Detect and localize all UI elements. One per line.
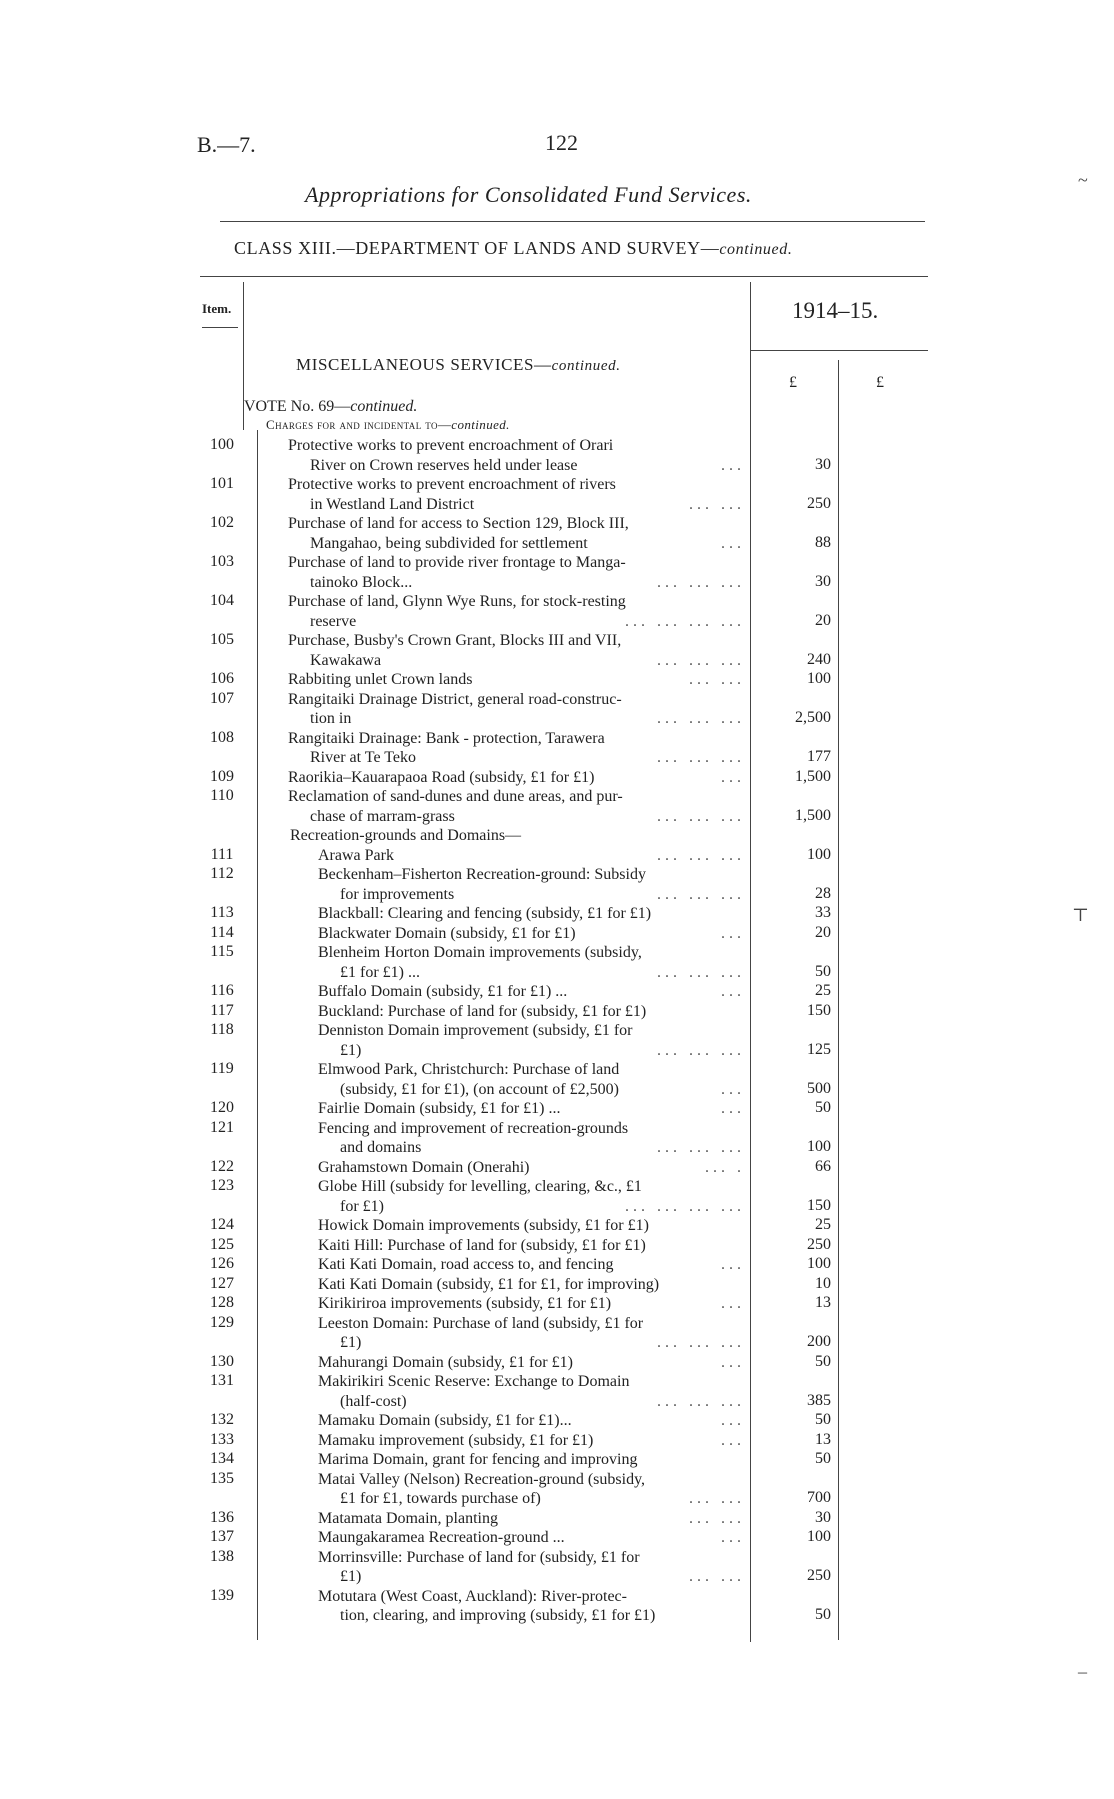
column-header-year: 1914–15. — [792, 298, 879, 323]
item-description-line: Arawa Park — [318, 846, 394, 864]
item-amount: 500 — [807, 1079, 831, 1097]
leader-dots: ... ... ... — [657, 1041, 745, 1059]
item-description-line: Kati Kati Domain, road access to, and fencing — [318, 1256, 614, 1273]
item-description-line: Mamaku improvement (subsidy, £1 for £1) — [318, 1431, 594, 1449]
item-number: 110 — [210, 787, 234, 804]
item-description-line: in Westland Land District — [310, 495, 475, 513]
class-title-text: CLASS XIII.—DEPARTMENT OF LANDS AND SURVEY— — [234, 238, 720, 258]
leader-dots: ... — [721, 1431, 745, 1449]
item-amount: 50 — [815, 962, 831, 980]
item-description-line: Kati Kati Domain (subsidy, £1 for £1, for improving) — [318, 1275, 660, 1293]
item-description-line: Motutara (West Coast, Auckland): River-protec- — [318, 1587, 627, 1605]
item-number: 131 — [210, 1372, 234, 1389]
item-description-line: Marima Domain, grant for fencing and improving — [318, 1451, 638, 1468]
leader-dots: ... ... ... — [657, 963, 745, 981]
item-description-line: tion, clearing, and improving (subsidy, £1 for £1) — [340, 1607, 656, 1624]
item-amount: 88 — [815, 533, 831, 551]
item-description-line: Elmwood Park, Christchurch: Purchase of land — [318, 1061, 620, 1078]
item-amount: 30 — [815, 1508, 831, 1526]
item-number: 126 — [210, 1255, 234, 1272]
leader-dots: ... ... ... ... — [625, 612, 745, 630]
item-number: 103 — [210, 553, 234, 570]
item-amount: 100 — [807, 845, 831, 863]
leader-dots: ... ... ... — [657, 807, 745, 825]
item-number: 125 — [210, 1235, 234, 1253]
item-number: 100 — [210, 436, 234, 453]
item-amount: 28 — [815, 884, 831, 902]
item-amount: 240 — [807, 650, 831, 668]
pound-sign-1: £ — [789, 374, 797, 391]
item-description-line: Matamata Domain, planting — [318, 1509, 498, 1527]
year-underline — [750, 350, 928, 351]
item-number: 109 — [210, 767, 234, 785]
leader-dots: ... — [721, 534, 745, 552]
item-number: 115 — [210, 943, 234, 960]
item-description-line: £1) — [340, 1334, 362, 1351]
item-number: 136 — [210, 1508, 234, 1526]
page-title: Appropriations for Consolidated Fund Services. — [305, 182, 752, 207]
item-number: 129 — [210, 1313, 234, 1331]
item-description-line: tainoko Block... — [310, 573, 413, 591]
column-header-item: Item. — [202, 301, 232, 316]
leader-dots: ... — [721, 983, 745, 1000]
leader-dots: ... — [721, 1529, 745, 1546]
item-number: 116 — [210, 982, 234, 999]
item-amount: 50 — [815, 1450, 831, 1467]
item-description-line: Purchase, Busby's Crown Grant, Blocks III and VII, — [288, 632, 622, 649]
item-number: 114 — [210, 923, 234, 941]
leader-dots: ... — [721, 768, 745, 786]
scan-mark: _ — [1078, 1655, 1087, 1675]
leader-dots: ... — [721, 1295, 745, 1312]
item-description-line: Matai Valley (Nelson) Recreation-ground (subsidy, — [318, 1470, 646, 1488]
item-amount: 20 — [815, 923, 831, 941]
item-number: 105 — [210, 631, 234, 648]
item-description-line: Kirikiriroa improvements (subsidy, £1 for £1) — [318, 1295, 612, 1312]
class-title — [234, 238, 792, 259]
item-amount: 100 — [807, 1138, 831, 1155]
item-amount: 700 — [807, 1489, 831, 1506]
leader-dots: ... — [721, 456, 745, 474]
document-code: B.—7. — [197, 132, 256, 157]
item-amount: 200 — [807, 1333, 831, 1350]
item-number: 112 — [210, 865, 234, 882]
item-description-line: Protective works to prevent encroachment of Orari — [288, 437, 614, 454]
item-description-line: Mangahao, being subdivided for settlement — [310, 534, 588, 552]
item-number: 120 — [210, 1099, 234, 1116]
section-continued: continued. — [551, 358, 621, 374]
item-number: 102 — [210, 514, 234, 531]
item-description-line: Grahamstown Domain (Onerahi) — [318, 1158, 530, 1176]
item-amount: 50 — [815, 1606, 831, 1623]
item-amount: 100 — [807, 670, 831, 687]
item-description-line: Rangitaiki Drainage: Bank - protection, Tarawera — [288, 729, 605, 747]
leader-dots: ... . — [705, 1158, 745, 1176]
item-number: 130 — [210, 1352, 234, 1370]
item-amount: 150 — [807, 1196, 831, 1214]
item-description-line: £1) — [340, 1568, 362, 1585]
item-number: 128 — [210, 1294, 234, 1311]
item-amount: 20 — [815, 611, 831, 629]
item-description-line: River at Te Teko — [310, 749, 417, 766]
leader-dots: ... ... ... — [657, 1334, 745, 1351]
leader-dots: ... ... — [689, 495, 745, 513]
item-description-line: for improvements — [340, 885, 455, 903]
column-divider-desc — [257, 430, 258, 1640]
item-description-line: £1 for £1) ... — [340, 963, 420, 981]
item-amount: 33 — [815, 904, 831, 921]
column-divider-amount — [750, 282, 751, 1642]
item-description-line: tion in — [310, 710, 352, 727]
section-heading — [296, 355, 621, 375]
item-description-line: Purchase of land for access to Section 129, Block III, — [288, 515, 629, 532]
item-amount: 66 — [815, 1157, 831, 1175]
item-amount: 50 — [815, 1099, 831, 1116]
item-amount: 30 — [815, 572, 831, 590]
item-amount: 250 — [807, 1567, 831, 1584]
leader-dots: ... ... — [689, 1509, 745, 1527]
vote-heading — [244, 398, 417, 416]
vote-continued: continued. — [350, 398, 418, 415]
item-description-line: Purchase of land to provide river frontage to Manga- — [288, 554, 626, 571]
leader-dots: ... ... — [689, 671, 745, 688]
item-description-line: Howick Domain improvements (subsidy, £1 for £1) — [318, 1217, 649, 1234]
item-description-line: Fencing and improvement of recreation-grounds — [318, 1119, 629, 1137]
item-description-line: Purchase of land, Glynn Wye Runs, for stock-resting — [288, 593, 626, 610]
item-number: 122 — [210, 1157, 234, 1175]
class-continued: continued. — [719, 241, 793, 258]
leader-dots: ... — [721, 1080, 745, 1098]
item-description-line: Buffalo Domain (subsidy, £1 for £1) ... — [318, 983, 568, 1000]
item-amount: 50 — [815, 1411, 831, 1428]
item-description-line: Makirikiri Scenic Reserve: Exchange to Domain — [318, 1373, 630, 1390]
item-description-line: Rangitaiki Drainage District, general road-construc- — [288, 690, 622, 708]
item-amount: 1,500 — [795, 767, 831, 785]
item-amount: 50 — [815, 1352, 831, 1370]
item-amount: 385 — [807, 1391, 831, 1409]
leader-dots: ... ... ... — [657, 846, 745, 864]
item-amount: 10 — [815, 1274, 831, 1292]
item-number: 134 — [210, 1450, 234, 1467]
item-description-line: Raorikia–Kauarapaoa Road (subsidy, £1 for £1) — [288, 768, 595, 786]
leader-dots: ... ... — [689, 1490, 745, 1507]
item-amount: 100 — [807, 1528, 831, 1545]
page-number: 122 — [545, 130, 578, 155]
leader-dots: ... — [721, 1100, 745, 1117]
leader-dots: ... ... ... — [657, 749, 745, 766]
item-description-line: Blackball: Clearing and fencing (subsidy, £1 for £1) — [318, 905, 652, 922]
item-amount: 150 — [807, 1001, 831, 1019]
column-divider-right — [838, 360, 839, 1640]
item-description-line: Mahurangi Domain (subsidy, £1 for £1) — [318, 1353, 573, 1371]
subsection-label: Charges for and incidental to— — [266, 417, 452, 432]
item-amount: 13 — [815, 1430, 831, 1448]
item-amount: 1,500 — [795, 806, 831, 824]
item-description-line: Kawakawa — [310, 651, 382, 669]
item-amount: 250 — [807, 1235, 831, 1253]
leader-dots: ... ... ... — [657, 710, 745, 727]
item-number: 119 — [210, 1060, 234, 1077]
item-number: 117 — [210, 1001, 234, 1019]
item-number: 135 — [210, 1469, 234, 1487]
item-number: 127 — [210, 1274, 234, 1292]
item-description-line: reserve — [310, 612, 357, 630]
item-amount: 2,500 — [795, 709, 831, 726]
item-amount: 30 — [815, 455, 831, 473]
vote-label: VOTE No. 69— — [244, 398, 351, 415]
item-amount: 125 — [807, 1040, 831, 1058]
scan-mark: ⊤ — [1072, 905, 1089, 925]
table-top-rule — [200, 276, 928, 277]
item-amount: 250 — [807, 494, 831, 512]
item-description-line: Reclamation of sand-dunes and dune areas, and pur- — [288, 788, 623, 805]
item-amount: 25 — [815, 982, 831, 999]
leader-dots: ... — [721, 924, 745, 942]
item-description-line: Leeston Domain: Purchase of land (subsidy, £1 for — [318, 1314, 644, 1332]
item-number: 118 — [210, 1021, 234, 1038]
item-number: 107 — [210, 689, 234, 707]
item-number: 123 — [210, 1177, 234, 1194]
item-number: 113 — [210, 904, 234, 921]
item-number: 121 — [210, 1118, 234, 1136]
item-description-line: £1) — [340, 1041, 362, 1059]
item-amount: 13 — [815, 1294, 831, 1311]
item-description-line: River on Crown reserves held under lease — [310, 456, 578, 474]
item-number: 137 — [210, 1528, 234, 1545]
leader-dots: ... ... — [689, 1568, 745, 1585]
item-description-line: Maungakaramea Recreation-ground ... — [318, 1529, 565, 1546]
item-amount: 177 — [807, 748, 831, 765]
pound-sign-2: £ — [876, 374, 884, 391]
item-description-line: (subsidy, £1 for £1), (on account of £2,500) — [340, 1080, 619, 1098]
section-title: MISCELLANEOUS SERVICES— — [296, 355, 552, 374]
item-number: 132 — [210, 1411, 234, 1428]
item-description-line: Globe Hill (subsidy for levelling, clearing, &c., £1 — [318, 1178, 642, 1195]
item-description-line: Fairlie Domain (subsidy, £1 for £1) ... — [318, 1100, 561, 1117]
item-description-line: Blackwater Domain (subsidy, £1 for £1) — [318, 924, 576, 942]
item-number: 111 — [210, 845, 234, 863]
item-number: 138 — [210, 1547, 234, 1565]
leader-dots: ... ... ... — [657, 885, 745, 903]
item-description-line: Mamaku Domain (subsidy, £1 for £1)... — [318, 1412, 572, 1429]
item-description-line: Buckland: Purchase of land for (subsidy, £1 for £1) — [318, 1002, 647, 1020]
leader-dots: ... ... ... — [657, 651, 745, 669]
subsection-continued: continued. — [451, 417, 510, 432]
item-number: 101 — [210, 475, 234, 492]
recreation-heading: Recreation-grounds and Domains— — [290, 827, 522, 844]
item-number: 133 — [210, 1430, 234, 1448]
item-number: 139 — [210, 1586, 234, 1604]
item-description-line: (half-cost) — [340, 1392, 407, 1410]
subsection-heading — [266, 417, 510, 433]
title-rule — [220, 221, 925, 222]
item-description-line: and domains — [340, 1139, 422, 1156]
scan-mark: ~ — [1078, 170, 1088, 190]
item-number: 108 — [210, 728, 234, 746]
item-description-line: Protective works to prevent encroachment of rivers — [288, 476, 616, 493]
item-number: 104 — [210, 592, 234, 609]
item-description-line: Kaiti Hill: Purchase of land for (subsidy, £1 for £1) — [318, 1236, 646, 1254]
item-description-line: Rabbiting unlet Crown lands — [288, 671, 473, 688]
leader-dots: ... ... ... — [657, 1139, 745, 1156]
leader-dots: ... ... ... — [657, 1392, 745, 1410]
item-description-line: chase of marram-grass — [310, 807, 455, 825]
leader-dots: ... — [721, 1412, 745, 1429]
item-description-line: Morrinsville: Purchase of land for (subsidy, £1 for — [318, 1548, 640, 1566]
item-number: 124 — [210, 1216, 234, 1233]
item-description-line: Blenheim Horton Domain improvements (subsidy, — [318, 944, 642, 961]
item-underline — [202, 327, 238, 328]
item-description-line: Denniston Domain improvement (subsidy, £1 for — [318, 1022, 633, 1039]
leader-dots: ... — [721, 1353, 745, 1371]
item-number: 106 — [210, 670, 234, 687]
leader-dots: ... ... ... — [657, 573, 745, 591]
item-description-line: for £1) — [340, 1197, 384, 1215]
item-amount: 100 — [807, 1255, 831, 1272]
item-amount: 25 — [815, 1216, 831, 1233]
item-description-line: £1 for £1, towards purchase of) — [340, 1490, 541, 1507]
leader-dots: ... — [721, 1256, 745, 1273]
item-description-line: Beckenham–Fisherton Recreation-ground: Subsidy — [318, 866, 646, 883]
leader-dots: ... ... ... ... — [625, 1197, 745, 1215]
